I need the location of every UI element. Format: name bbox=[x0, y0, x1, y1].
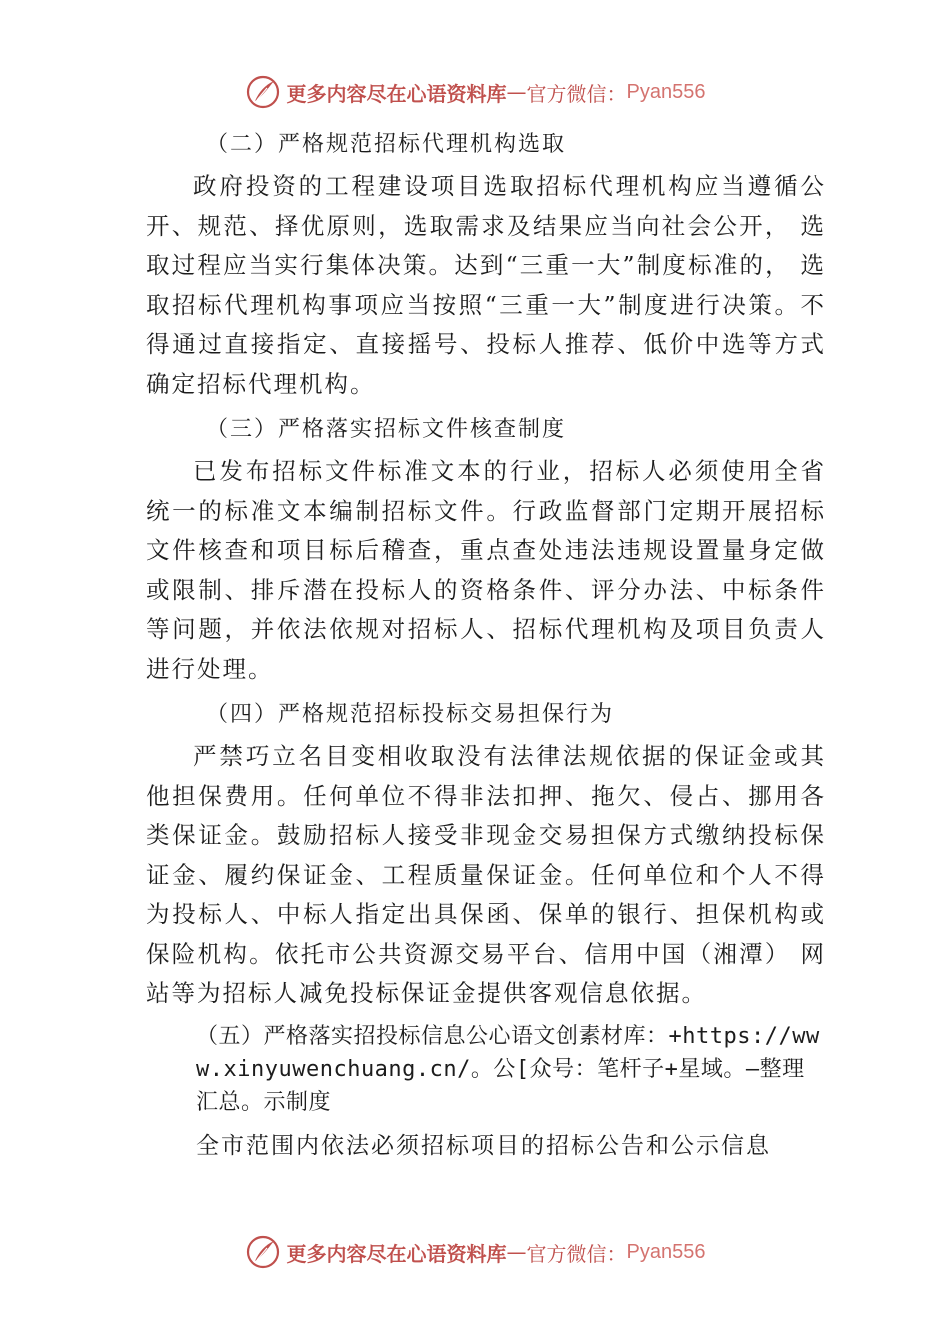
section-3-heading: （三）严格落实招标文件核查制度 bbox=[206, 417, 567, 442]
footer-banner bbox=[0, 1230, 950, 1274]
section-3-paragraph: 已发布招标文件标准文本的行业，招标人必须使用全省统一的标准文本编制招标文件。行政监督部门定期开展招标文件核查和项目标后稽查，重点查处违法违规设置量身定做或限制、排斥潜在投标人的资格条件、评分办法、中标条件等问题，并依法依规对招标人、招标代理机构及项目负责人进行处理。 bbox=[146, 457, 826, 683]
banner-separator: — bbox=[506, 1240, 527, 1264]
section-2-heading: （二）严格规范招标代理机构选取 bbox=[206, 132, 567, 157]
banner-brand: 更多内容尽在心语资料库 bbox=[286, 1241, 507, 1266]
header-banner bbox=[0, 70, 950, 114]
section-4-paragraph: 严禁巧立名目变相收取没有法律法规依据的保证金或其他担保费用。任何单位不得非法扣押、拖欠、侵占、挪用各类保证金。鼓励招标人接受非现金交易担保方式缴纳投标保证金、履约保证金、工程质量保证金。任何单位和个人不得为投标人、中标人指定出具保函、保单的银行、担保机构或保险机构。依托市公共资源交易平台、信用中国（湘潭） 网站等为招标人减免投标保证金提供客观信息依据。 bbox=[146, 742, 826, 1007]
banner-separator: — bbox=[506, 80, 527, 104]
section-4-heading: （四）严格规范招标投标交易担保行为 bbox=[206, 702, 615, 727]
document-body bbox=[146, 125, 826, 1166]
section-5-heading: （五）严格落实招投标信息公心语文创素材库：+https://www.xinyuwenchuang.cn/。公[众号：笔杆子+星域。—整理汇总。示制度 bbox=[196, 1023, 820, 1115]
banner-wechat-label: 官方微信： bbox=[526, 1241, 627, 1266]
banner-wechat-label: 官方微信： bbox=[526, 81, 627, 106]
banner-brand: 更多内容尽在心语资料库 bbox=[286, 81, 507, 106]
quill-logo-icon bbox=[245, 1234, 281, 1270]
banner-wechat-id: Pyan556 bbox=[626, 80, 706, 103]
banner-wechat-id: Pyan556 bbox=[626, 1240, 706, 1263]
section-2-paragraph: 政府投资的工程建设项目选取招标代理机构应当遵循公开、规范、择优原则，选取需求及结果应当向社会公开， 选取过程应当实行集体决策。达到“三重一大”制度标准的， 选取招标代理机构事项应当按照“三重一大”制度进行决策。不得通过直接指定、直接摇号、投标人推荐、低价中选等方式确定招标代理机构。 bbox=[146, 172, 826, 398]
quill-logo-icon bbox=[245, 74, 281, 110]
section-5-paragraph: 全市范围内依法必须招标项目的招标公告和公示信息 bbox=[196, 1132, 771, 1159]
